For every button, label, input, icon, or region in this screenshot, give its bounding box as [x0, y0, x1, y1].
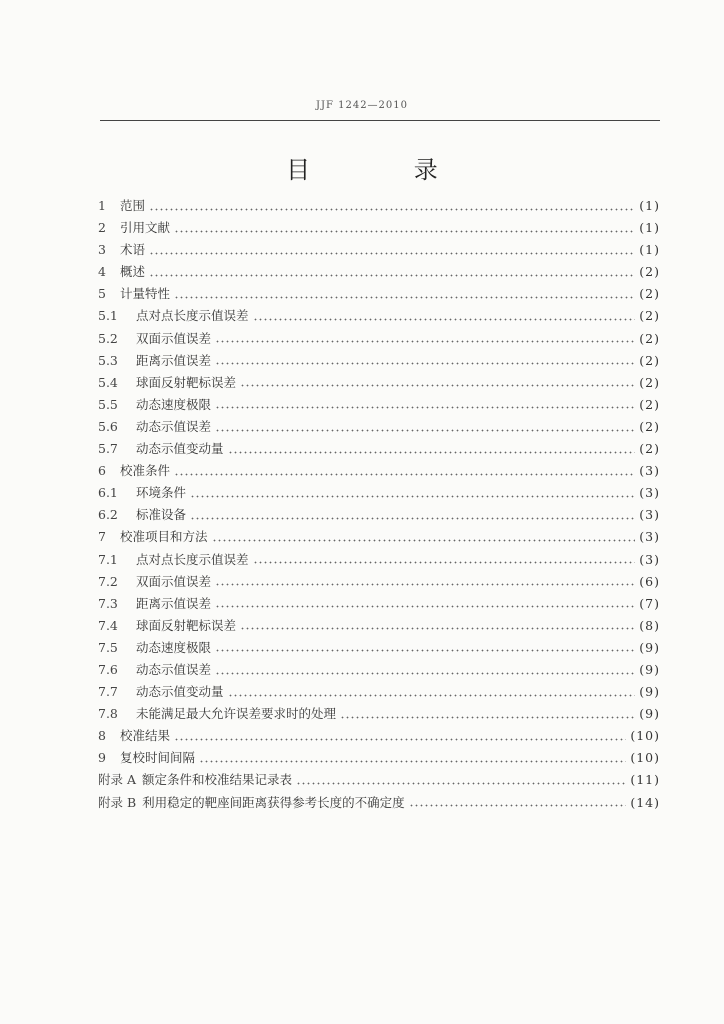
toc-entry-title: 未能满足最大允许误差要求时的处理	[136, 706, 337, 722]
toc-entry-number: 2	[98, 220, 106, 236]
toc-entry-number: 附录 A	[98, 772, 137, 788]
toc-entry-number: 7.5	[98, 639, 118, 655]
toc-entry	[98, 351, 660, 373]
toc-dot-leader	[253, 558, 636, 568]
toc-entry-number: 6.1	[98, 485, 118, 501]
table-of-contents	[98, 196, 660, 815]
toc-entry-page: (9)	[639, 684, 660, 700]
toc-entry-page: (3)	[639, 485, 660, 501]
toc-dot-leader	[215, 359, 635, 369]
toc-entry-title: 范围	[120, 198, 146, 213]
toc-entry-title: 点对点长度示值误差	[136, 551, 249, 567]
toc-dot-leader	[215, 602, 635, 612]
toc-entry-page: (2)	[639, 330, 660, 346]
toc-dot-leader	[149, 270, 635, 280]
toc-entry	[98, 240, 660, 262]
toc-entry-number: 5.1	[98, 308, 118, 324]
toc-dot-leader	[340, 712, 635, 722]
toc-dot-leader	[240, 624, 635, 634]
toc-entry-page: (1)	[639, 220, 660, 236]
document-code: JJF 1242—2010	[315, 100, 409, 111]
toc-entry-page: (3)	[639, 507, 660, 523]
toc-entry	[98, 793, 660, 815]
toc-entry-page: (2)	[639, 418, 660, 434]
toc-entry	[98, 594, 660, 616]
toc-dot-leader	[174, 226, 635, 236]
toc-entry-number: 7.4	[98, 617, 118, 633]
toc-entry-page: (2)	[639, 264, 660, 280]
toc-entry-title: 距离示值误差	[136, 352, 212, 368]
toc-entry-page: (2)	[639, 352, 660, 368]
toc-entry-page: (8)	[639, 617, 660, 633]
toc-entry-title: 点对点长度示值误差	[136, 308, 249, 324]
toc-entry-number: 7.1	[98, 551, 118, 567]
toc-entry	[98, 660, 660, 682]
toc-entry-title: 校准项目和方法	[120, 529, 208, 545]
toc-entry-page: (10)	[630, 750, 660, 766]
toc-entry-page: (1)	[639, 198, 660, 213]
toc-entry	[98, 262, 660, 284]
toc-entry-number: 1	[98, 198, 106, 213]
toc-entry-title: 动态速度极限	[136, 639, 212, 655]
toc-entry-page: (2)	[639, 286, 660, 302]
toc-entry-page: (9)	[639, 706, 660, 722]
toc-entry-number: 6	[98, 463, 106, 479]
toc-entry-number: 7.8	[98, 706, 118, 722]
toc-entry-title: 球面反射靶标误差	[136, 374, 237, 390]
toc-entry-number: 7	[98, 529, 106, 545]
toc-dot-leader	[228, 690, 636, 700]
toc-entry-number: 7.2	[98, 573, 118, 589]
toc-dot-leader	[409, 801, 627, 811]
toc-dot-leader	[174, 292, 635, 302]
toc-entry-title: 双面示值误差	[136, 330, 212, 346]
toc-entry	[98, 373, 660, 395]
toc-entry	[98, 306, 660, 328]
toc-dot-leader	[215, 580, 635, 590]
toc-entry-title: 利用稳定的靶座间距离获得参考长度的不确定度	[142, 794, 405, 810]
toc-entry-number: 5	[98, 286, 106, 302]
toc-entry	[98, 638, 660, 660]
toc-entry	[98, 461, 660, 483]
toc-entry-number: 6.2	[98, 507, 118, 523]
toc-entry-number: 5.2	[98, 330, 118, 346]
toc-dot-leader	[212, 536, 636, 546]
toc-dot-leader	[149, 204, 635, 214]
toc-entry-page: (9)	[639, 639, 660, 655]
toc-entry-number: 4	[98, 264, 106, 280]
toc-entry-page: (2)	[639, 308, 660, 324]
toc-entry-number: 3	[98, 242, 106, 258]
toc-dot-leader	[174, 469, 635, 479]
toc-entry-title: 动态示值变动量	[136, 441, 224, 457]
toc-entry-title: 校准条件	[120, 463, 171, 479]
toc-entry-title: 引用文献	[120, 220, 171, 236]
toc-entry-page: (10)	[630, 728, 660, 744]
toc-entry-title: 动态示值变动量	[136, 684, 224, 700]
toc-entry-number: 5.7	[98, 441, 118, 457]
toc-entry-title: 术语	[120, 242, 146, 258]
toc-entry	[98, 395, 660, 417]
toc-entry	[98, 704, 660, 726]
toc-entry-number: 7.3	[98, 595, 118, 611]
toc-entry-number: 5.6	[98, 418, 118, 434]
toc-dot-leader	[215, 668, 635, 678]
toc-entry	[98, 417, 660, 439]
toc-entry-title: 动态示值误差	[136, 661, 212, 677]
toc-entry-title: 球面反射靶标误差	[136, 617, 237, 633]
toc-entry-page: (3)	[639, 551, 660, 567]
toc-dot-leader	[215, 646, 635, 656]
toc-entry	[98, 527, 660, 549]
toc-entry-title: 复校时间间隔	[120, 750, 196, 766]
header-rule	[100, 120, 660, 121]
toc-entry-page: (3)	[639, 463, 660, 479]
toc-entry-number: 5.3	[98, 352, 118, 368]
toc-dot-leader	[199, 756, 626, 766]
toc-entry	[98, 726, 660, 748]
toc-entry-title: 校准结果	[120, 728, 171, 744]
toc-entry-number: 9	[98, 750, 106, 766]
toc-dot-leader	[215, 425, 635, 435]
toc-entry-page: (2)	[639, 374, 660, 390]
toc-dot-leader	[253, 315, 636, 325]
toc-entry-title: 动态速度极限	[136, 396, 212, 412]
toc-entry-number: 8	[98, 728, 106, 744]
toc-entry	[98, 439, 660, 461]
toc-entry-page: (1)	[639, 242, 660, 258]
toc-dot-leader	[215, 337, 635, 347]
toc-entry	[98, 505, 660, 527]
toc-entry-number: 附录 B	[98, 794, 137, 810]
toc-entry-title: 环境条件	[136, 485, 187, 501]
toc-entry-page: (2)	[639, 441, 660, 457]
page-title: 目 录	[286, 156, 486, 184]
toc-dot-leader	[296, 779, 626, 789]
toc-entry-page: (14)	[630, 794, 660, 810]
toc-dot-leader	[228, 447, 636, 457]
toc-entry	[98, 218, 660, 240]
toc-entry	[98, 748, 660, 770]
toc-entry-page: (7)	[639, 595, 660, 611]
toc-entry-number: 5.4	[98, 374, 118, 390]
toc-entry-title: 距离示值误差	[136, 595, 212, 611]
toc-entry	[98, 770, 660, 792]
toc-dot-leader	[190, 491, 635, 501]
toc-dot-leader	[190, 513, 635, 523]
toc-entry	[98, 196, 660, 218]
toc-entry-page: (3)	[639, 529, 660, 545]
toc-entry-title: 额定条件和校准结果记录表	[142, 772, 293, 788]
toc-entry-title: 动态示值误差	[136, 418, 212, 434]
toc-entry	[98, 572, 660, 594]
toc-entry	[98, 550, 660, 572]
toc-entry	[98, 329, 660, 351]
toc-entry-page: (11)	[630, 772, 660, 788]
toc-entry	[98, 616, 660, 638]
toc-entry-page: (2)	[639, 396, 660, 412]
toc-entry	[98, 682, 660, 704]
toc-dot-leader	[174, 734, 626, 744]
toc-entry-title: 概述	[120, 264, 146, 280]
toc-entry-number: 7.7	[98, 684, 118, 700]
toc-entry	[98, 483, 660, 505]
toc-entry-number: 5.5	[98, 396, 118, 412]
toc-entry-page: (6)	[639, 573, 660, 589]
toc-entry-title: 标准设备	[136, 507, 187, 523]
toc-entry-number: 7.6	[98, 661, 118, 677]
toc-entry-title: 双面示值误差	[136, 573, 212, 589]
toc-entry-title: 计量特性	[120, 286, 171, 302]
toc-dot-leader	[149, 248, 635, 258]
toc-dot-leader	[240, 381, 635, 391]
toc-entry	[98, 284, 660, 306]
toc-dot-leader	[215, 403, 635, 413]
toc-entry-page: (9)	[639, 661, 660, 677]
